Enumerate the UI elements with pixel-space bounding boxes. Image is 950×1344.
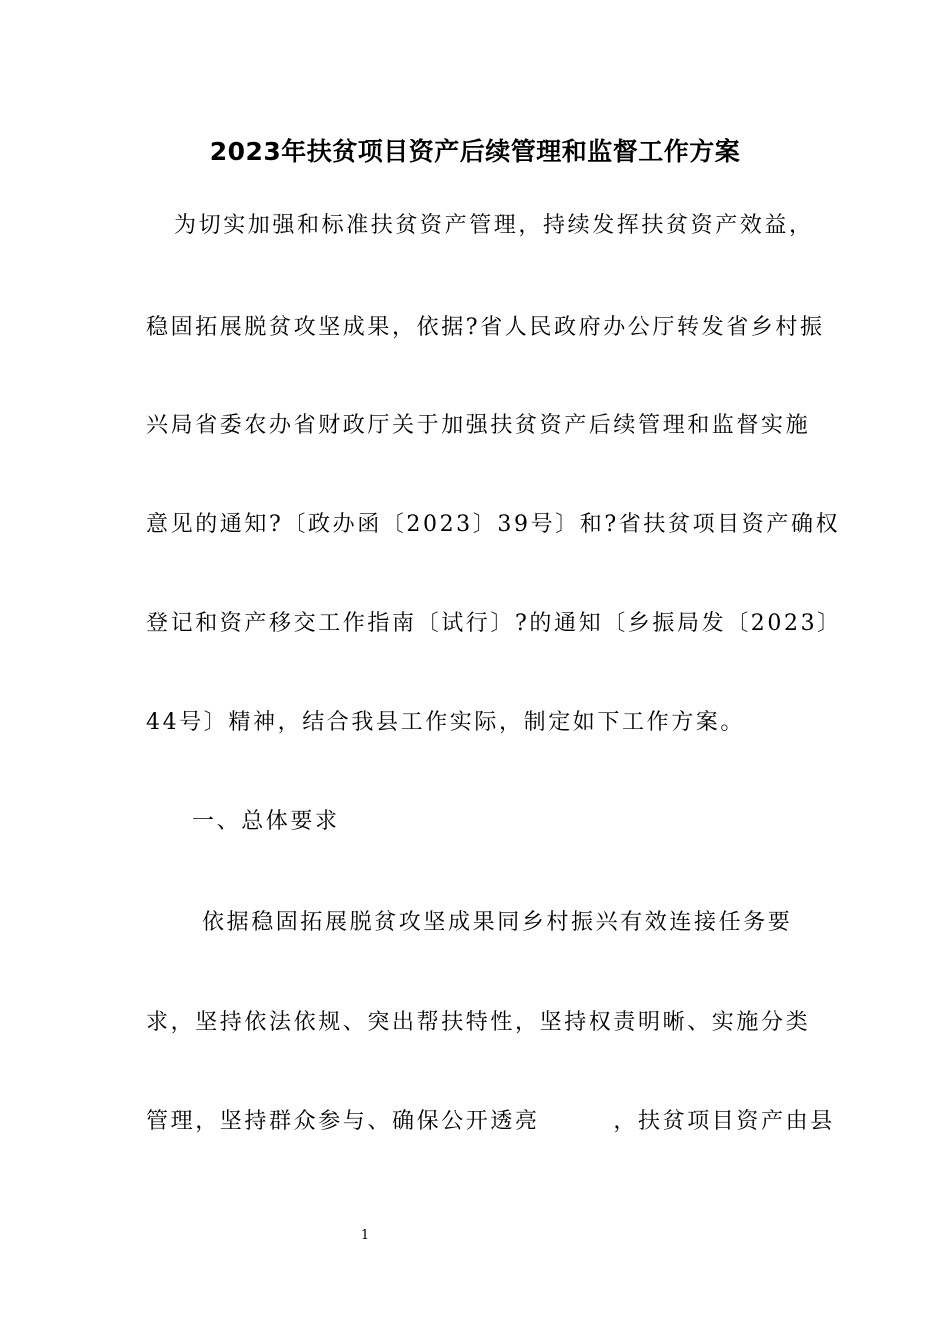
paragraph-line: 求，坚持依法依规、突出帮扶特性，坚持权责明晰、实施分类 xyxy=(146,1010,811,1035)
paragraph-line: 登记和资产移交工作指南〔试行〕?的通知〔乡振局发〔2023〕 xyxy=(146,611,842,636)
paragraph-line: 兴局省委农办省财政厅关于加强扶贫资产后续管理和监督实施 xyxy=(146,413,811,438)
page-number: 1 xyxy=(360,1228,370,1243)
document-title: 2023年扶贫项目资产后续管理和监督工作方案 xyxy=(209,137,741,166)
paragraph-line: 意见的通知?〔政办函〔2023〕39号〕和?省扶贫项目资产确权 xyxy=(146,512,841,537)
paragraph-line: 管理，坚持群众参与、确保公开透亮 ，扶贫项目资产由县 xyxy=(146,1109,835,1134)
paragraph-line: 依据稳固拓展脱贫攻坚成果同乡村振兴有效连接任务要 xyxy=(202,910,793,935)
paragraph-line: 44号〕精神，结合我县工作实际，制定如下工作方案。 xyxy=(146,710,745,735)
section-heading: 一、总体要求 xyxy=(192,809,340,834)
paragraph-line: 为切实加强和标准扶贫资产管理，持续发挥扶贫资产效益， xyxy=(174,213,814,238)
paragraph-line: 稳固拓展脱贫攻坚成果，依据?省人民政府办公厅转发省乡村振 xyxy=(146,315,825,340)
